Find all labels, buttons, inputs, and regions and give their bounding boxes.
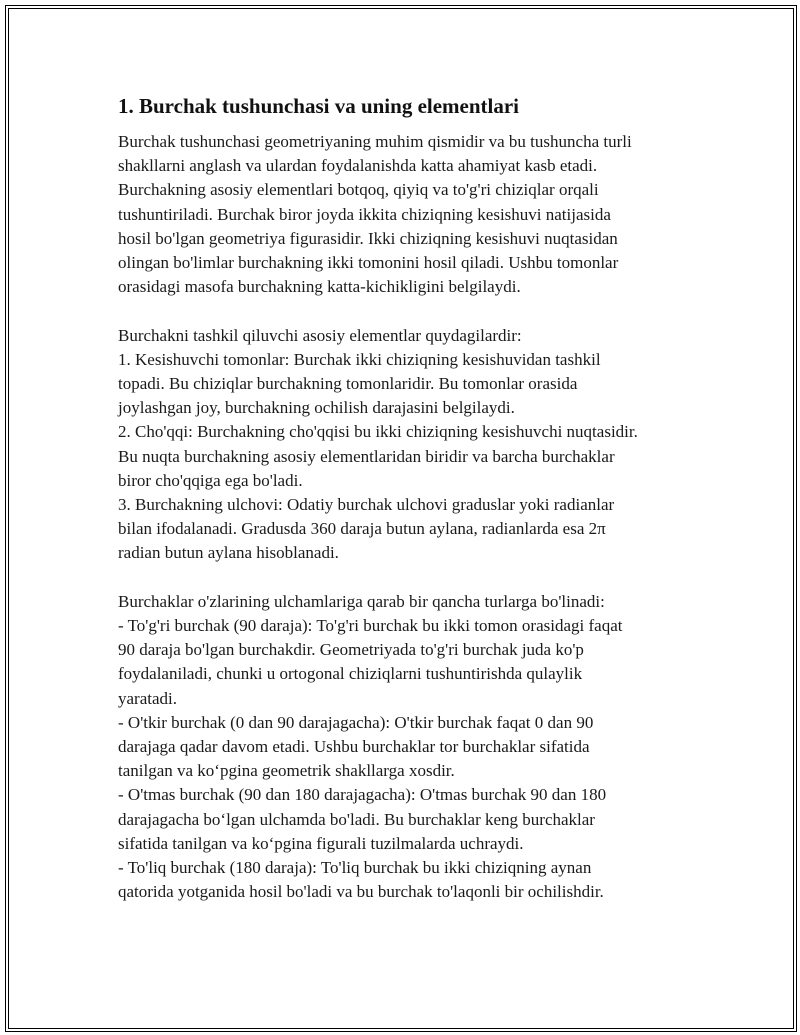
text-line: 2. Cho'qqi: Burchakning cho'qqisi bu ikki chiziqning kesishuvchi nuqtasidir. (118, 422, 638, 442)
text-line: olingan bo'limlar burchakning ikki tomonini hosil qiladi. Ushbu tomonlar (118, 253, 619, 273)
text-line: radian butun aylana hisoblanadi. (118, 543, 339, 563)
paragraph-elements (118, 324, 688, 566)
text-line: darajagacha boʻlgan ulchamda bo'ladi. Bu burchaklar keng burchaklar (118, 809, 595, 829)
text-line: topadi. Bu chiziqlar burchakning tomonlaridir. Bu tomonlar orasida (118, 374, 578, 394)
text-line: shakllarni anglash va ulardan foydalanishda katta ahamiyat kasb etadi. (118, 156, 598, 176)
text-line: Burchak tushunchasi geometriyaning muhim qismidir va bu tushuncha turli (118, 132, 632, 151)
text-line: tushuntiriladi. Burchak biror joyda ikkita chiziqning kesishuvi natijasida (118, 204, 611, 224)
paragraph-intro (118, 130, 688, 299)
text-line: orasidagi masofa burchakning katta-kichikligini belgilaydi. (118, 277, 521, 297)
section-heading: 1. Burchak tushunchasi va uning elementlari (118, 94, 520, 118)
text-line: bilan ifodalanadi. Gradusda 360 daraja butun aylana, radianlarda esa 2π (118, 519, 606, 539)
text-line: - O'tkir burchak (0 dan 90 darajagacha): O'tkir burchak faqat 0 dan 90 (118, 712, 594, 732)
text-line: Burchakning asosiy elementlari botqoq, qiyiq va to'g'ri chiziqlar orqali (118, 180, 599, 200)
text-line: Burchaklar o'zlarining ulchamlariga qarab bir qancha turlarga bo'linadi: (118, 591, 605, 611)
text-line: 3. Burchakning ulchovi: Odatiy burchak ulchovi graduslar yoki radianlar (118, 495, 615, 515)
text-line: biror cho'qqiga ega bo'ladi. (118, 470, 303, 490)
text-line: Burchakni tashkil qiluvchi asosiy elementlar quydagilardir: (118, 325, 522, 345)
paragraph-gap (118, 566, 688, 590)
text-line: Bu nuqta burchakning asosiy elementlaridan biridir va barcha burchaklar (118, 446, 615, 466)
text-line: 90 daraja bo'lgan burchakdir. Geometriyada to'g'ri burchak juda ko'p (118, 640, 584, 660)
text-line: joylashgan joy, burchakning ochilish darajasini belgilaydi. (118, 398, 515, 418)
paragraph-types (118, 590, 688, 905)
text-line: sifatida tanilgan va koʻpgina figurali tuzilmalarda uchraydi. (118, 833, 524, 853)
paragraph-gap (118, 299, 688, 323)
text-line: darajaga qadar davom etadi. Ushbu burchaklar tor burchaklar sifatida (118, 737, 590, 757)
text-line: yaratadi. (118, 688, 177, 708)
text-line: qatorida yotganida hosil bo'ladi va bu burchak to'laqonli bir ochilishdir. (118, 882, 604, 902)
text-line: tanilgan va koʻpgina geometrik shakllarga xosdir. (118, 761, 455, 781)
text-line: - To'liq burchak (180 daraja): To'liq burchak bu ikki chiziqning aynan (118, 858, 592, 878)
text-line: - O'tmas burchak (90 dan 180 darajagacha): O'tmas burchak 90 dan 180 (118, 785, 607, 805)
text-line: foydalaniladi, chunki u ortogonal chiziqlarni tushuntirishda qulaylik (118, 664, 583, 684)
text-line: hosil bo'lgan geometriya figurasidir. Ikki chiziqning kesishuvi nuqtasidan (118, 228, 618, 248)
document-body (118, 92, 688, 904)
text-line: - To'g'ri burchak (90 daraja): To'g'ri burchak bu ikki tomon orasidagi faqat (118, 616, 623, 636)
text-line: 1. Kesishuvchi tomonlar: Burchak ikki chiziqning kesishuvidan tashkil (118, 349, 601, 369)
